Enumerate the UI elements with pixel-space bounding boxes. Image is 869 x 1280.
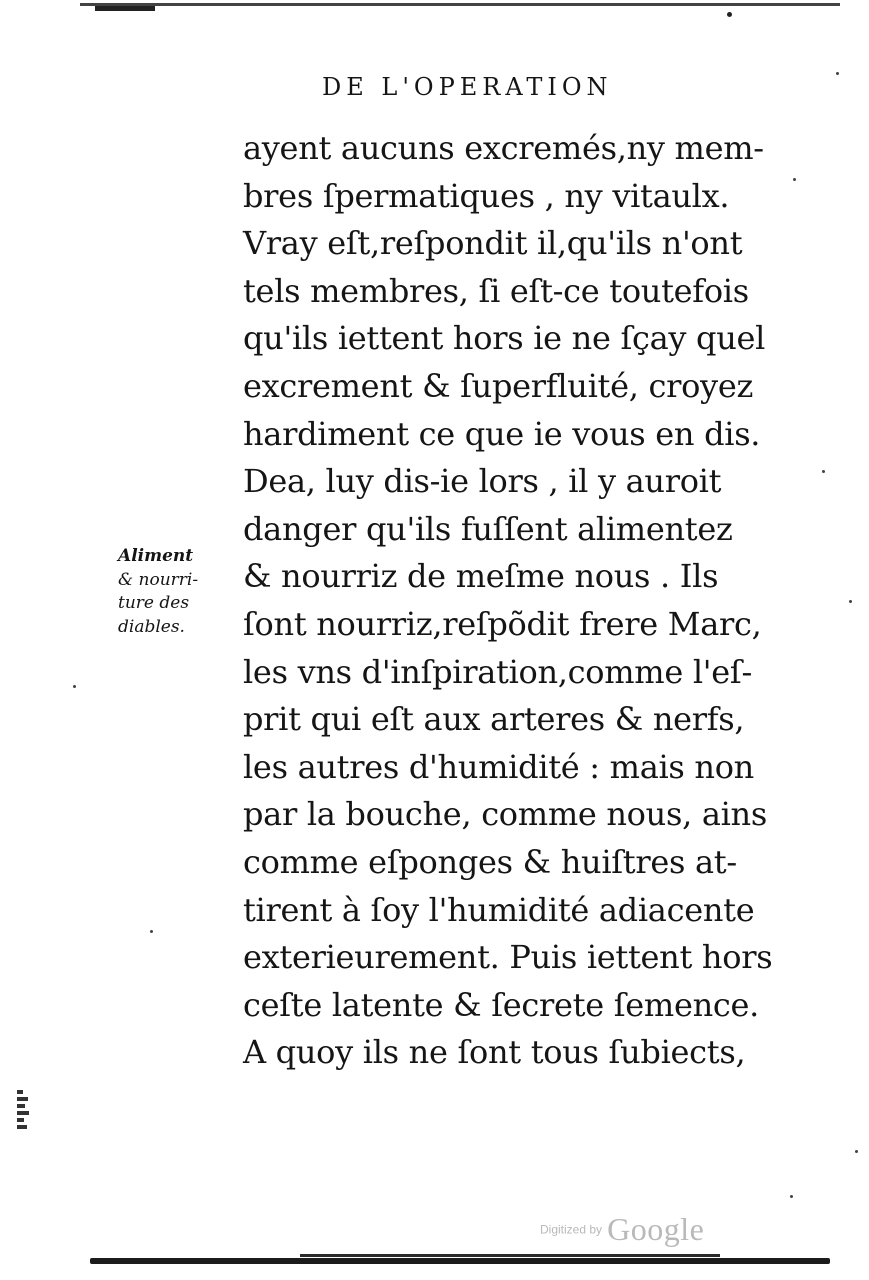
marginal-note-line: ture des	[118, 593, 190, 613]
ink-speck	[855, 1150, 858, 1153]
scan-bottom-edge-line	[300, 1254, 720, 1257]
text-line: par la bouche, comme nous, ains	[243, 795, 767, 834]
text-line: Dea, luy dis-ie lors , il y auroit	[243, 462, 722, 501]
digitized-by-google-watermark	[540, 1211, 704, 1248]
marginal-note	[118, 545, 243, 639]
ink-speck	[793, 178, 796, 181]
text-line: & nourriz de meſme nous . Ils	[243, 557, 719, 596]
text-line: prit qui eſt aux arteres & nerfs,	[243, 700, 745, 739]
ink-speck	[727, 12, 732, 17]
body-text	[243, 125, 783, 1077]
ink-speck	[822, 470, 825, 473]
text-line: danger qu'ils fuſſent alimentez	[243, 509, 733, 548]
google-logo: Google	[607, 1211, 705, 1247]
marginal-note-line: & nourri-	[118, 569, 199, 590]
text-line: hardiment ce que ie vous en dis.	[243, 414, 761, 453]
ink-speck	[790, 1195, 793, 1198]
text-line: excrement & ſuperfluité, croyez	[243, 366, 754, 405]
text-line: A quoy ils ne ſont tous ſubiects,	[243, 1033, 746, 1072]
marginal-note-line: Aliment	[118, 546, 194, 566]
ink-speck	[73, 685, 76, 688]
text-line: ayent aucuns excremés,ny mem-	[243, 129, 764, 167]
text-line: tels membres, ſi eſt-ce toutefois	[243, 271, 749, 310]
scan-top-edge	[0, 0, 869, 14]
text-line: Vray eſt,reſpondit il,qu'ils n'ont	[243, 224, 743, 263]
text-line: tirent à ſoy l'humidité adiacente	[243, 890, 755, 929]
text-line: les autres d'humidité : mais non	[243, 747, 754, 786]
text-line: comme eſponges & huiſtres at-	[243, 842, 737, 881]
marginal-note-line: diables.	[118, 616, 185, 637]
text-line: qu'ils iettent hors ie ne ſçay quel	[243, 319, 766, 358]
ink-speck	[150, 930, 153, 933]
ink-speck	[849, 600, 852, 603]
scan-edge-line	[80, 3, 840, 6]
text-line: exterieurement. Puis iettent hors	[243, 938, 773, 977]
text-line: ceſte latente & ſecrete ſemence.	[243, 985, 760, 1024]
ink-speck	[836, 72, 839, 75]
text-line: ſont nourriz,reſpõdit frere Marc,	[243, 604, 762, 643]
watermark-prefix: Digitized by	[540, 1222, 603, 1237]
scan-edge-mark	[95, 6, 155, 11]
text-line: bres ſpermatiques , ny vitaulx.	[243, 176, 730, 215]
scan-bottom-edge	[90, 1258, 830, 1264]
running-head: DE L'OPERATION	[322, 73, 613, 101]
text-line: les vns d'inſpiration,comme l'eſ-	[243, 652, 752, 691]
scan-margin-smudge	[17, 1090, 29, 1150]
